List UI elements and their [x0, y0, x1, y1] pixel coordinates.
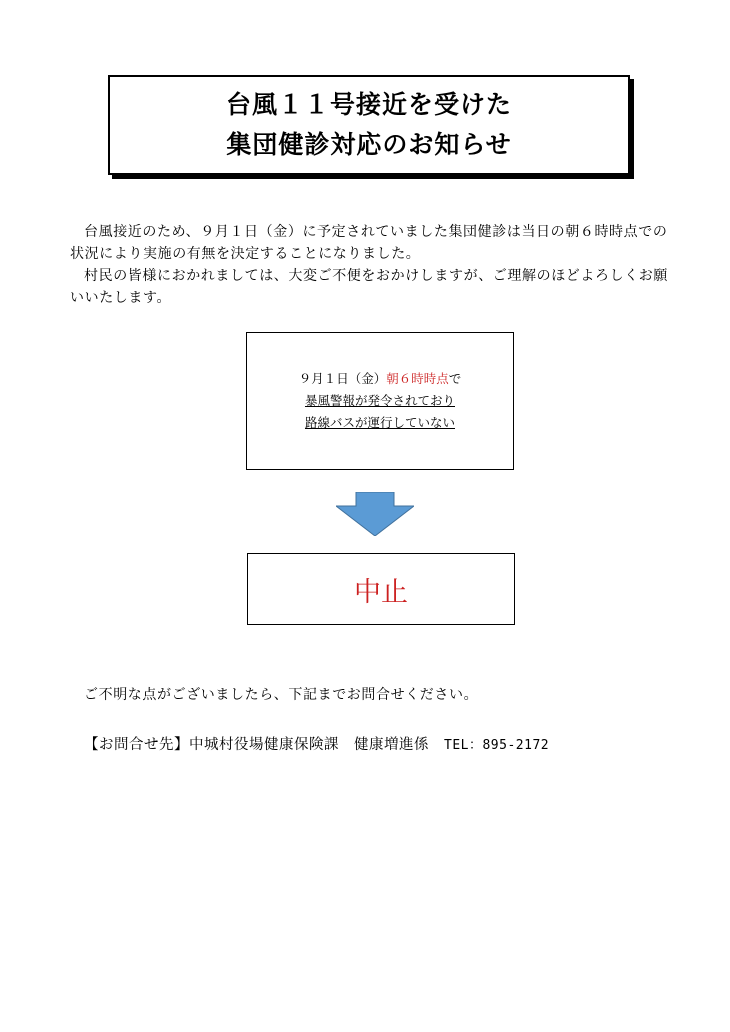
condition-line-3: 路線バスが運行していない — [304, 415, 455, 430]
result-box — [247, 553, 515, 625]
inquiry-note: ご不明な点がございましたら、下記までお問合せください。 — [84, 687, 479, 703]
condition-line-1 — [299, 368, 462, 390]
body-paragraph-2: 村民の皆様におかれましては、大変ご不便をおかけしますが、ご理解のほどよろしくお願いいたします。 — [70, 268, 668, 306]
title-box — [108, 75, 630, 175]
contact-tel: TEL：895-2172 — [444, 738, 550, 753]
condition-date: ９月１日（金） — [298, 371, 387, 386]
result-label: 中止 — [354, 576, 408, 608]
condition-box — [246, 332, 514, 470]
condition-time-highlight: 朝６時時点 — [386, 371, 449, 386]
condition-line-2: 暴風警報が発令されており — [304, 393, 455, 408]
condition-line-1-suffix: で — [448, 371, 462, 386]
title-line-2: 集団健診対応のお知らせ — [226, 130, 512, 159]
title-line-1: 台風１１号接近を受けた — [225, 90, 512, 119]
contact-info — [84, 733, 549, 754]
body-paragraph-1: 台風接近のため、９月１日（金）に予定されていました集団健診は当日の朝６時時点での状況により実施の有無を決定することになりました。 — [70, 224, 668, 262]
contact-label: 【お問合せ先】中城村役場健康保険課 健康増進係 — [84, 737, 444, 753]
down-arrow-icon — [336, 492, 414, 536]
